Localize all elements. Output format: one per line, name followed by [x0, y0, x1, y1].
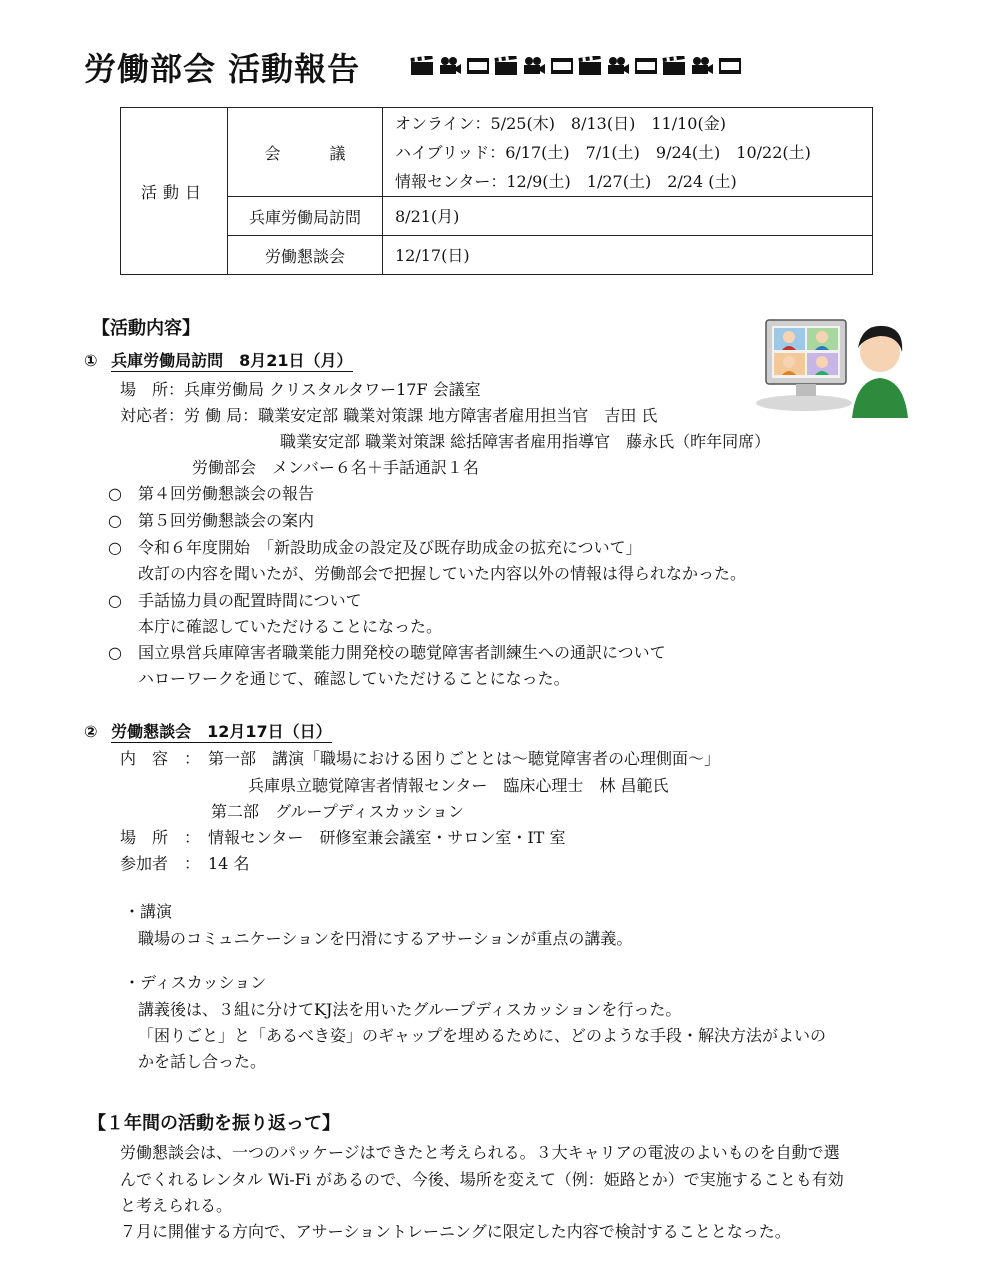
film-frame-icon	[550, 56, 574, 76]
bullet-text: 第４回労働懇談会の報告	[138, 484, 315, 503]
meeting-label: 会 議	[264, 143, 368, 163]
item1-bullet-5	[108, 640, 666, 663]
item1-contact-2: 職業安定部 職業対策課 総括障害者雇用指導官 藤永氏（昨年同席）	[280, 432, 771, 451]
item1-bullet-4-detail: 本庁に確認していただけることになった。	[138, 617, 443, 636]
item1-heading-row	[84, 348, 353, 371]
movie-camera-icon	[690, 56, 714, 76]
item1-place: 場 所：兵庫労働局 クリスタルタワー17F 会議室	[120, 380, 481, 399]
item1-heading: 兵庫労働局訪問 8月21日（月）	[111, 351, 353, 370]
movie-camera-icon	[606, 56, 630, 76]
visit-date: 8/21(月)	[383, 197, 873, 236]
item2-content: 内 容 ： 第一部 講演「職場における困りごととは～聴覚障害者の心理側面～」	[120, 749, 721, 768]
item2-participants: 参加者 ： 14 名	[120, 854, 250, 873]
item2-heading: 労働懇談会 12月17日（日）	[111, 722, 332, 741]
meeting-center-dates: 情報センター：12/9(土) 1/27(土) 2/24 (土)	[395, 171, 737, 191]
film-decoration	[410, 56, 742, 76]
clapperboard-icon	[662, 56, 686, 76]
review-line-2: んでくれるレンタル Wi-Fi があるので、今後、場所を変えて（例：姫路とか）で実施することも有効	[120, 1170, 844, 1189]
activities-heading: 【活動内容】	[92, 318, 200, 339]
item1-bullet-5-detail: ハローワークを通じて、確認していただけることになった。	[138, 669, 570, 688]
meeting-dates	[383, 108, 873, 197]
clapperboard-icon	[494, 56, 518, 76]
review-heading: 【１年間の活動を振り返って】	[88, 1113, 340, 1134]
lecture-text: 職場のコミュニケーションを円滑にするアサーションが重点の講義。	[138, 929, 633, 948]
item1-bullet-3-detail: 改訂の内容を聞いたが、労働部会で把握していた内容以外の情報は得られなかった。	[138, 564, 747, 583]
movie-camera-icon	[522, 56, 546, 76]
discussion-line-2: 「困りごと」と「あるべき姿」のギャップを埋めるために、どのような手段・解決方法がよいの	[138, 1026, 827, 1045]
item1-number: ①	[84, 351, 98, 370]
clapperboard-icon	[410, 56, 434, 76]
review-line-4: ７月に開催する方向で、アサーショントレーニングに限定した内容で検討することとなった。	[120, 1222, 791, 1241]
schedule-label: 活動日	[121, 108, 228, 275]
item1-bullet-3	[108, 535, 642, 558]
visit-label: 兵庫労働局訪問	[228, 197, 383, 236]
review-line-1: 労働懇談会は、一つのパッケージはできたと考えられる。３大キャリアの電波のよいものを自動で選	[120, 1143, 840, 1162]
bullet-text: 令和６年度開始 「新設助成金の設定及び既存助成金の拡充について」	[138, 538, 642, 557]
item1-bullet-1	[108, 481, 314, 504]
online-meeting-illustration	[752, 318, 908, 418]
movie-camera-icon	[438, 56, 462, 76]
discussion-heading: ・ディスカッション	[124, 973, 267, 992]
discussion-line-1: 講義後は、３組に分けてKJ法を用いたグループディスカッションを行った。	[138, 1000, 682, 1019]
review-line-3: と考えられる。	[120, 1196, 233, 1215]
clapperboard-icon	[578, 56, 602, 76]
item1-contact-1: 対応者：労 働 局：職業安定部 職業対策課 地方障害者雇用担当官 吉田 氏	[120, 406, 658, 425]
film-frame-icon	[466, 56, 490, 76]
lecture-heading: ・講演	[124, 902, 173, 921]
meeting-online-dates: オンライン：5/25(木) 8/13(日) 11/10(金)	[395, 113, 726, 133]
meeting-hybrid-dates: ハイブリッド：6/17(土) 7/1(土) 9/24(土) 10/22(土)	[395, 142, 811, 162]
talk-label: 労働懇談会	[228, 236, 383, 275]
item1-bullet-2	[108, 508, 314, 531]
bullet-mark: ○	[108, 591, 122, 610]
bullet-mark: ○	[108, 643, 122, 662]
bullet-mark: ○	[108, 538, 122, 557]
bullet-text: 手話協力員の配置時間について	[138, 591, 362, 610]
film-frame-icon	[718, 56, 742, 76]
discussion-line-3: かを話し合った。	[138, 1052, 267, 1071]
bullet-text: 第５回労働懇談会の案内	[138, 511, 315, 530]
page-title: 労働部会 活動報告	[84, 50, 361, 88]
bullet-text: 国立県営兵庫障害者職業能力開発校の聴覚障害者訓練生への通訳について	[138, 643, 666, 662]
item2-place: 場 所 ： 情報センター 研修室兼会議室・サロン室・IT 室	[120, 828, 566, 847]
item1-members: 労働部会 メンバー６名＋手話通訳１名	[192, 458, 479, 477]
talk-date: 12/17(日)	[383, 236, 873, 275]
item2-lecturer: 兵庫県立聴覚障害者情報センター 臨床心理士 林 昌範氏	[248, 776, 669, 795]
bullet-mark: ○	[108, 511, 122, 530]
item2-part2: 第二部 グループディスカッション	[211, 802, 464, 821]
item2-number: ②	[84, 722, 98, 741]
schedule-table	[120, 107, 873, 275]
item1-bullet-4	[108, 588, 362, 611]
film-frame-icon	[634, 56, 658, 76]
item2-heading-row	[84, 719, 332, 742]
bullet-mark: ○	[108, 484, 122, 503]
